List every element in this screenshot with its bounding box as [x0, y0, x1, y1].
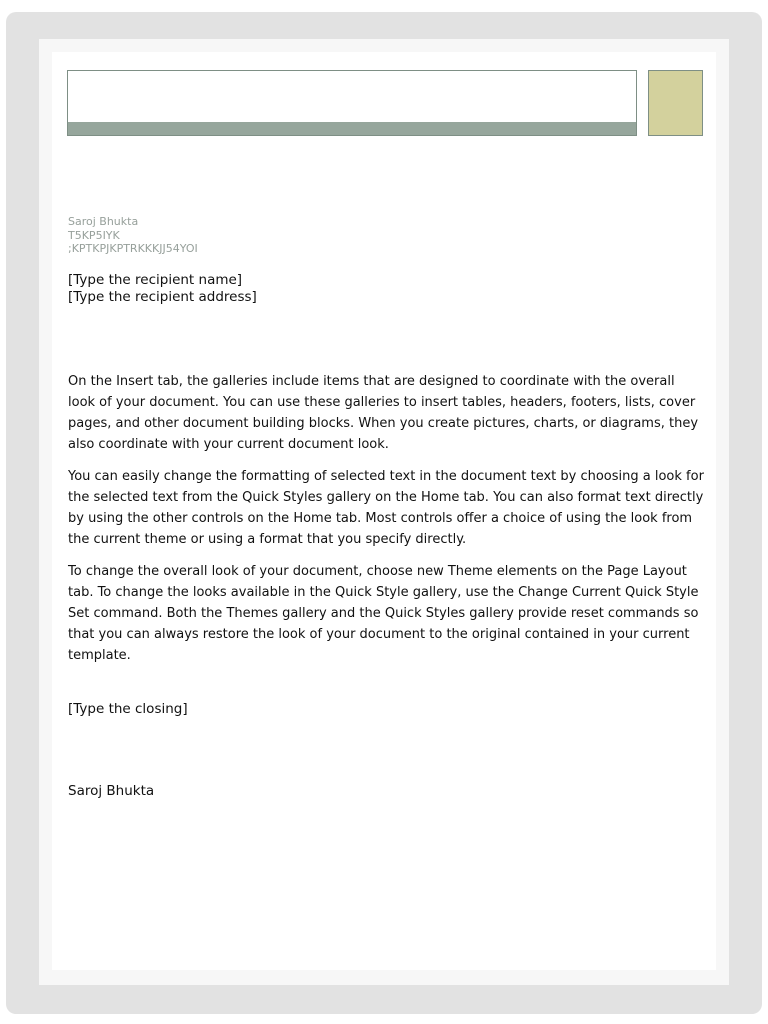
sender-line-3: ;KPTKPJKPTRKKKJJ54YOI: [68, 242, 198, 255]
recipient-block: [68, 272, 257, 306]
body-paragraph: On the Insert tab, the galleries include items that are designed to coordinate with the overall look of your document. You can use these galleries to insert tables, headers, footers, lists, cover pages, and other document building blocks. When you create pictures, charts, or diagrams, they also coordinate with your current document look.: [68, 374, 699, 452]
signature-name: Saroj Bhukta: [68, 783, 155, 799]
body-paragraph: You can easily change the formatting of selected text in the document text by choosing a look for the selected text from the Quick Styles gallery on the Home tab. You can also format text directly by using the other controls on the Home tab. Most controls offer a choice of using the look from the current theme or using a format that you specify directly.: [68, 469, 704, 547]
body-paragraph: To change the overall look of your document, choose new Theme elements on the Page Layout tab. To change the looks available in the Quick Style gallery, use the Change Current Quick Style Set command. Both the Themes gallery and the Quick Styles gallery provide reset commands so that you can always restore the look of your document to the original contained in your current template.: [68, 564, 699, 663]
letterhead-accent-square: [648, 70, 703, 136]
sender-name: Saroj Bhukta: [68, 215, 139, 228]
recipient-address: [Type the recipient address]: [68, 289, 257, 305]
sender-line-2: T5KP5IYK: [68, 228, 120, 242]
recipient-name: [Type the recipient name]: [68, 272, 243, 288]
letter-body: [68, 371, 704, 677]
sender-block: [68, 215, 198, 256]
letterhead-band: [68, 122, 636, 135]
letterhead-banner: [67, 70, 637, 136]
letter-closing: [Type the closing]: [68, 701, 188, 717]
